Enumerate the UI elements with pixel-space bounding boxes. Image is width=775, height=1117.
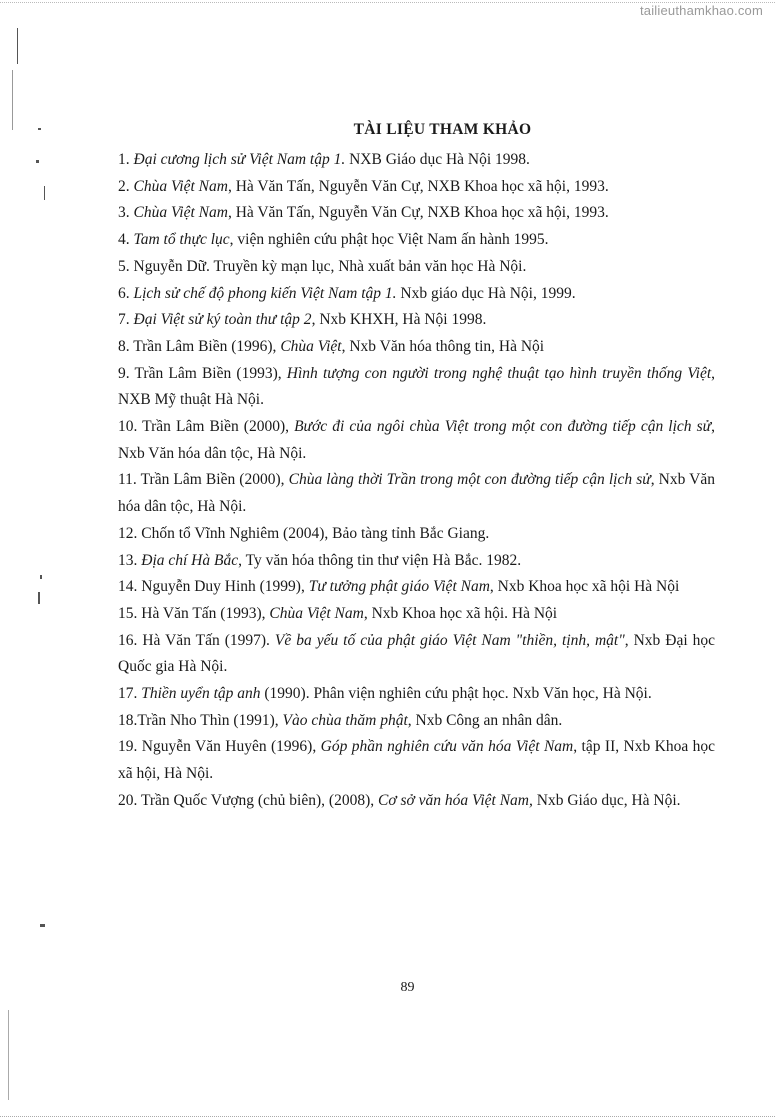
reference-number: 13.: [118, 551, 138, 569]
reference-title: Đại cương lịch sử Việt Nam tập 1.: [133, 151, 346, 168]
reference-title: Hình tượng con người trong nghệ thuật tạo hình truyền thống Việt: [286, 364, 712, 382]
reference-text: , NXB Mỹ thuật Hà Nội.: [118, 364, 716, 409]
reference-item: [118, 414, 715, 467]
reference-item: [118, 708, 715, 735]
reference-text: , Nxb Khoa học xã hội. Hà Nội: [363, 604, 558, 622]
reference-item: [118, 147, 715, 174]
reference-number: 8.: [118, 337, 130, 355]
scan-edge-left: [0, 0, 50, 1116]
reference-title: Cơ sở văn hóa Việt Nam,: [377, 791, 533, 809]
reference-number: 9.: [118, 364, 130, 382]
reference-number: 11.: [118, 471, 137, 489]
reference-item: [118, 361, 715, 414]
reference-number: 12.: [118, 524, 138, 542]
reference-text: , Nxb KHXH, Hà Nội 1998.: [311, 311, 487, 329]
reference-number: 17.: [118, 685, 138, 703]
reference-text: Hà Văn Tấn (1997).: [137, 631, 275, 649]
reference-text: , Hà Văn Tấn, Nguyễn Văn Cự, NXB Khoa học xã hội, 1993.: [227, 177, 609, 195]
reference-number: 15.: [118, 604, 138, 622]
reference-number: 5.: [118, 257, 130, 275]
reference-text: Trần Lâm Biền (2000),: [137, 418, 295, 436]
reference-number: 3.: [118, 204, 130, 222]
reference-list: [118, 147, 715, 815]
reference-title: Bước đi của ngôi chùa Việt trong một con đường tiếp cận lịch sử: [294, 418, 712, 436]
reference-text: Chốn tổ Vĩnh Nghiêm (2004), Bảo tàng tỉnh Bắc Giang.: [137, 524, 490, 542]
reference-text: NXB Giáo dục Hà Nội 1998.: [345, 151, 530, 168]
reference-item: [118, 467, 715, 520]
reference-text: Trần Lâm Biền (2000),: [136, 471, 289, 489]
reference-text: (1990). Phân viện nghiên cứu phật học. Nxb Văn học, Hà Nội.: [260, 685, 652, 703]
reference-item: [118, 521, 715, 548]
reference-text: , Nxb Văn hóa dân tộc, Hà Nội.: [118, 418, 715, 462]
reference-number: 1.: [118, 151, 130, 168]
reference-number: 20.: [118, 791, 138, 809]
reference-item: [118, 174, 715, 201]
reference-text: , Nxb Văn hóa thông tin, Hà Nội: [341, 337, 545, 355]
reference-text: , viện nghiên cứu phật học Việt Nam ấn hành 1995.: [229, 231, 549, 249]
reference-text: Hà Văn Tấn (1993),: [137, 604, 270, 622]
scan-edge-bottom: [0, 1106, 775, 1117]
reference-text: Trần Lâm Biền (1996),: [129, 337, 281, 355]
reference-title: Chùa Việt Nam: [133, 177, 228, 195]
reference-number: 4.: [118, 231, 130, 249]
reference-title: Chùa Việt Nam: [269, 604, 364, 622]
reference-title: Góp phần nghiên cứu văn hóa Việt Nam: [320, 738, 574, 756]
reference-number: 10.: [118, 418, 138, 436]
reference-title: Lịch sử chế độ phong kiến Việt Nam tập 1.: [133, 284, 397, 302]
reference-item: [118, 200, 715, 227]
reference-item: [118, 681, 715, 708]
reference-item: [118, 548, 715, 575]
page-title: TÀI LIỆU THAM KHẢO: [353, 121, 532, 138]
reference-item: [118, 334, 715, 361]
reference-item: [118, 734, 715, 787]
reference-text: , tập II, Nxb Khoa học xã hội, Hà Nội.: [118, 738, 716, 783]
reference-number: 19.: [118, 738, 138, 756]
reference-item: [118, 307, 715, 334]
reference-title: Về ba yếu tố của phật giáo Việt Nam "thiền, tịnh, mật": [274, 631, 625, 649]
reference-text: , Nxb Văn hóa dân tộc, Hà Nội.: [118, 471, 716, 516]
reference-number: 2.: [118, 177, 130, 195]
reference-number: 18.: [118, 711, 138, 729]
reference-text: , Nxb Công an nhân dân.: [407, 711, 563, 729]
watermark: tailieuthamkhao.com: [639, 3, 763, 18]
reference-item: [118, 227, 715, 254]
reference-text: , Hà Văn Tấn, Nguyễn Văn Cự, NXB Khoa học xã hội, 1993.: [227, 204, 609, 222]
reference-title: Thiền uyển tập anh: [141, 685, 261, 703]
reference-item: [118, 628, 715, 681]
reference-item: [118, 281, 715, 308]
reference-text: Nxb giáo dục Hà Nội, 1999.: [396, 284, 576, 302]
reference-text: , Nxb Khoa học xã hội Hà Nội: [489, 578, 680, 596]
reference-title: Đại Việt sử ký toàn thư tập 2: [133, 311, 312, 329]
reference-text: , Nxb Đại học Quốc gia Hà Nội.: [118, 631, 716, 676]
reference-item: [118, 788, 715, 815]
reference-title: Tư tưởng phật giáo Việt Nam: [308, 578, 490, 596]
reference-text: Nguyễn Duy Hinh (1999),: [137, 578, 309, 596]
reference-text: Nguyễn Văn Huyên (1996),: [137, 738, 321, 756]
reference-text: , Ty văn hóa thông tin thư viện Hà Bắc. 1982.: [238, 551, 522, 569]
reference-title: Vào chùa thăm phật: [282, 711, 408, 729]
reference-item: [118, 574, 715, 601]
reference-text: Trần Nho Thìn (1991),: [137, 711, 283, 729]
reference-title: Tam tổ thực lục: [133, 231, 230, 249]
reference-item: [118, 254, 715, 281]
reference-title: Địa chí Hà Bắc: [141, 551, 239, 569]
reference-text: Trần Quốc Vượng (chủ biên), (2008),: [137, 791, 378, 809]
page-number: 89: [400, 980, 415, 995]
reference-number: 6.: [118, 284, 130, 302]
reference-title: Chùa Việt: [280, 337, 342, 355]
reference-item: [118, 601, 715, 628]
reference-text: Nguyễn Dữ. Truyền kỳ mạn lục, Nhà xuất bản văn học Hà Nội.: [129, 257, 527, 275]
reference-text: Trần Lâm Biền (1993),: [129, 364, 287, 382]
reference-text: Nxb Giáo dục, Hà Nội.: [532, 791, 681, 809]
reference-title: Chùa làng thời Trần trong một con đường tiếp cận lịch sử: [288, 471, 651, 489]
reference-title: Chùa Việt Nam: [133, 204, 228, 222]
reference-number: 7.: [118, 311, 130, 329]
reference-number: 14.: [118, 578, 138, 596]
reference-number: 16.: [118, 631, 138, 649]
